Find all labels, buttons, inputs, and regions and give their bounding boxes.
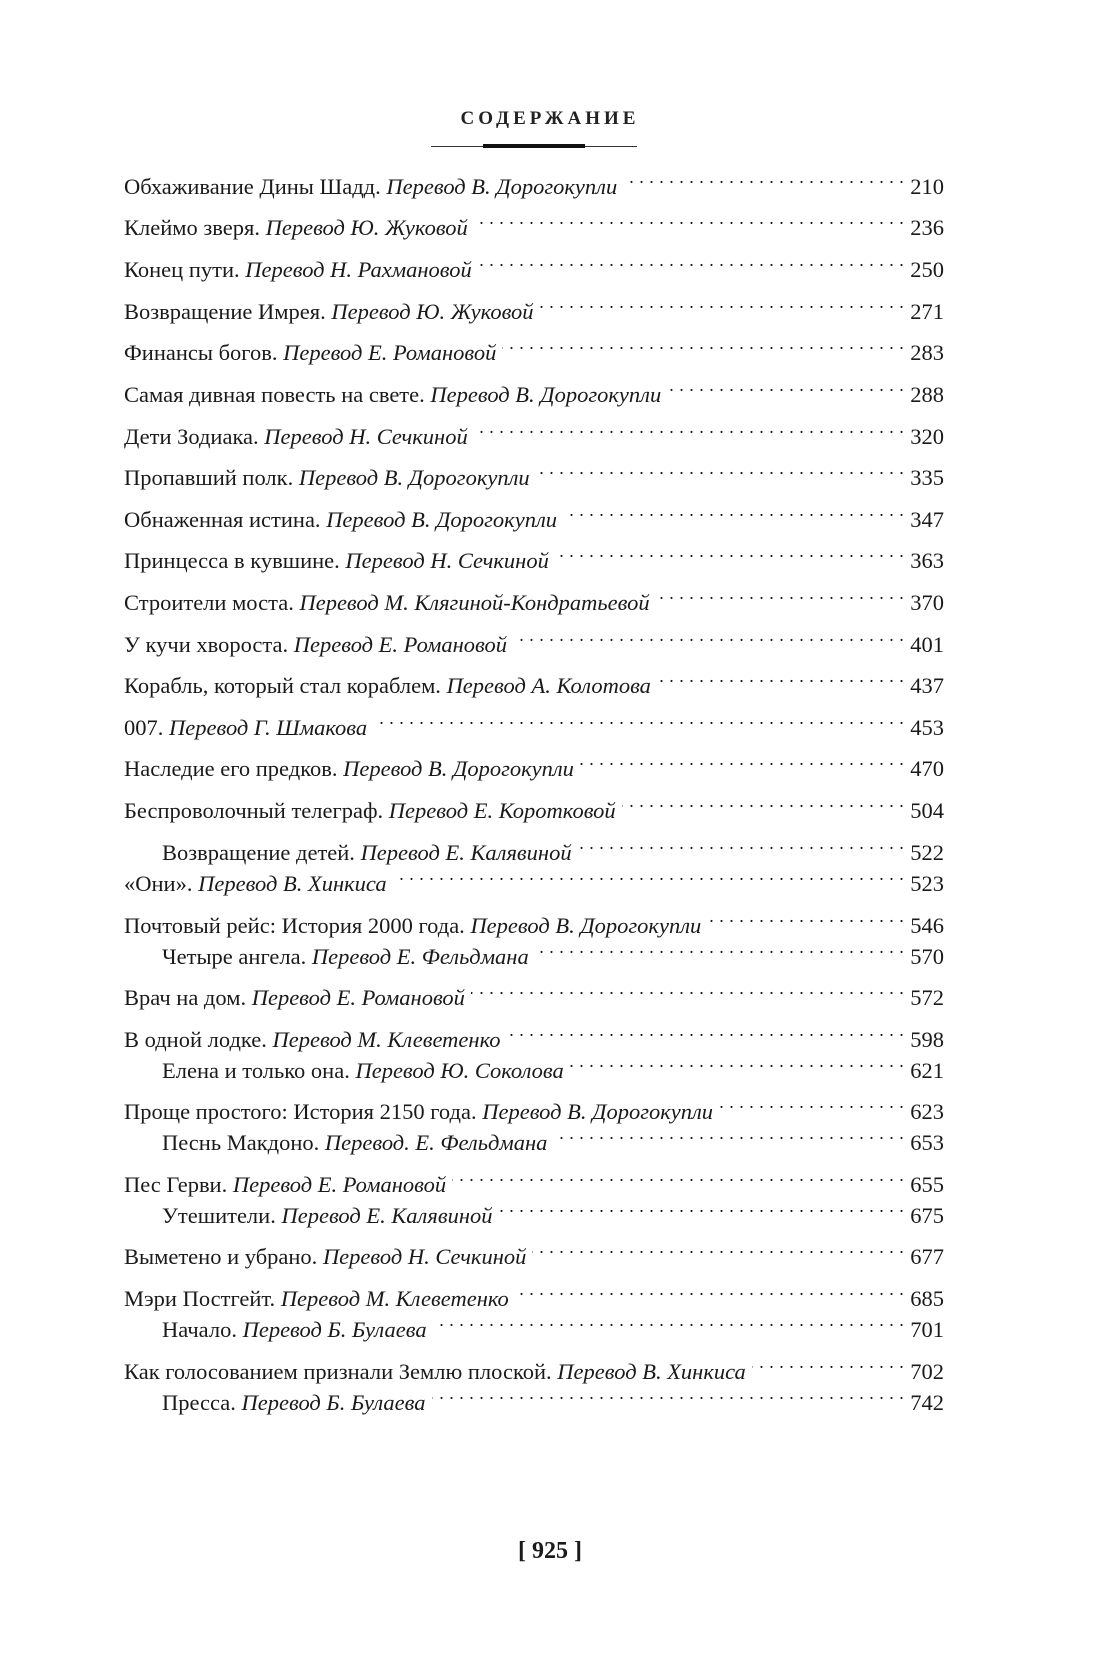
toc-entry xyxy=(124,701,944,740)
entry-title xyxy=(124,628,507,662)
entry-page-number: 210 xyxy=(910,174,944,199)
entry-translator: Перевод Е. Калявиной xyxy=(281,1203,493,1228)
toc-entry xyxy=(124,1013,944,1052)
dot-leader xyxy=(719,1085,904,1119)
entry-work-title: Почтовый рейс: История 2000 года. xyxy=(124,913,465,938)
entry-page-number: 701 xyxy=(910,1317,944,1342)
toc-entry xyxy=(162,1303,944,1342)
toc-entry xyxy=(124,201,944,240)
dot-leader xyxy=(507,1013,905,1047)
toc-entry xyxy=(124,742,944,781)
entry-page-number: 504 xyxy=(910,798,944,823)
entry-work-title: 007. xyxy=(124,715,164,740)
entry-translator: Перевод Ю. Соколова xyxy=(355,1058,564,1083)
toc-entry xyxy=(162,1376,944,1415)
entry-page-number: 271 xyxy=(910,299,944,324)
entry-work-title: Обнаженная истина. xyxy=(124,507,321,532)
entry-title xyxy=(124,211,468,245)
toc-entry xyxy=(124,576,944,615)
entry-title xyxy=(124,669,651,703)
entry-title xyxy=(124,170,617,204)
entry-page-number: 288 xyxy=(910,382,944,407)
dot-leader xyxy=(667,368,904,402)
entry-work-title: В одной лодке. xyxy=(124,1027,267,1052)
entry-translator: Перевод Г. Шмакова xyxy=(169,715,368,740)
toc-entry xyxy=(124,618,944,657)
entry-page-number: 236 xyxy=(910,215,944,240)
entry-page-number: 370 xyxy=(910,590,944,615)
entry-title xyxy=(124,253,472,287)
dot-leader xyxy=(393,857,905,891)
dot-leader xyxy=(553,1116,904,1150)
dot-leader xyxy=(622,784,905,818)
entry-translator: Перевод М. Клеветенко xyxy=(280,1286,509,1311)
entry-translator: Перевод В. Дорогокупли xyxy=(386,174,618,199)
entry-translator: Перевод А. Колотова xyxy=(446,673,651,698)
entry-page-number: 320 xyxy=(910,424,944,449)
entry-work-title: Наследие его предков. xyxy=(124,756,338,781)
entry-translator: Перевод Б. Булаева xyxy=(241,1390,426,1415)
page-title: СОДЕРЖАНИЕ xyxy=(460,108,640,129)
dot-leader xyxy=(471,971,904,1005)
entry-page-number: 572 xyxy=(910,985,944,1010)
entry-title xyxy=(162,940,529,974)
toc-entry xyxy=(124,1230,944,1269)
toc-entry xyxy=(162,930,944,969)
entry-translator: Перевод М. Клеветенко xyxy=(272,1027,501,1052)
entry-work-title: Елена и только она. xyxy=(162,1058,350,1083)
entry-translator: Перевод В. Дорогокупли xyxy=(298,465,530,490)
entry-translator: Перевод Е. Калявиной xyxy=(360,840,572,865)
toc-entry xyxy=(162,826,944,865)
entry-translator: Перевод Ю. Жуковой xyxy=(331,299,534,324)
entry-translator: Перевод М. Клягиной-Кондратьевой xyxy=(299,590,650,615)
entry-translator: Перевод В. Дорогокупли xyxy=(326,507,557,532)
toc-entry xyxy=(124,1345,944,1384)
dot-leader xyxy=(502,326,904,360)
dot-leader xyxy=(513,618,904,652)
entry-page-number: 470 xyxy=(910,756,944,781)
toc-entry xyxy=(124,784,944,823)
dot-leader xyxy=(656,576,905,610)
dot-leader xyxy=(515,1272,904,1306)
entry-translator: Перевод. Е. Фельдмана xyxy=(324,1130,548,1155)
entry-work-title: Строители моста. xyxy=(124,590,294,615)
entry-title xyxy=(124,586,650,620)
toc-entry xyxy=(124,285,944,324)
toc-entry xyxy=(124,410,944,449)
entry-work-title: «Они». xyxy=(124,871,193,896)
entry-title xyxy=(124,336,496,370)
page-header xyxy=(0,108,1100,130)
entry-title xyxy=(162,1386,426,1420)
toc-entry xyxy=(162,1044,944,1083)
entry-work-title: Финансы богов. xyxy=(124,340,278,365)
toc-entry xyxy=(124,160,944,199)
entry-work-title: Пропавший полк. xyxy=(124,465,294,490)
entry-translator: Перевод Н. Рахмановой xyxy=(245,257,472,282)
entry-page-number: 570 xyxy=(910,944,944,969)
entry-translator: Перевод Е. Фельдмана xyxy=(311,944,529,969)
entry-page-number: 685 xyxy=(910,1286,944,1311)
dot-leader xyxy=(555,534,904,568)
entry-translator: Перевод В. Хинкиса xyxy=(198,871,387,896)
entry-title xyxy=(124,981,465,1015)
entry-page-number: 742 xyxy=(910,1390,944,1415)
entry-title xyxy=(124,867,387,901)
entry-translator: Перевод Е. Романовой xyxy=(283,340,497,365)
entry-work-title: Клеймо зверя. xyxy=(124,215,260,240)
entry-page-number: 250 xyxy=(910,257,944,282)
page-number: [ 925 ] xyxy=(518,1538,582,1564)
entry-work-title: Дети Зодиака. xyxy=(124,424,259,449)
dot-leader xyxy=(707,899,904,933)
dot-leader xyxy=(578,826,905,860)
toc-entry xyxy=(124,451,944,490)
entry-page-number: 675 xyxy=(910,1203,944,1228)
entry-work-title: Проще простого: История 2150 года. xyxy=(124,1099,477,1124)
entry-page-number: 401 xyxy=(910,632,944,657)
toc-entry xyxy=(124,857,944,896)
entry-title xyxy=(162,1313,427,1347)
entry-title xyxy=(124,1240,526,1274)
entry-page-number: 621 xyxy=(910,1058,944,1083)
entry-work-title: Корабль, который стал кораблем. xyxy=(124,673,441,698)
entry-work-title: Конец пути. xyxy=(124,257,240,282)
entry-translator: Перевод Е. Романовой xyxy=(293,632,507,657)
entry-page-number: 702 xyxy=(910,1359,944,1384)
toc-entry xyxy=(124,971,944,1010)
dot-leader xyxy=(540,285,905,319)
toc-entry xyxy=(124,1272,944,1311)
toc-entry xyxy=(162,1116,944,1155)
entry-work-title: Четыре ангела. xyxy=(162,944,307,969)
entry-translator: Перевод В. Хинкиса xyxy=(557,1359,746,1384)
dot-leader xyxy=(752,1345,904,1379)
dot-leader xyxy=(478,243,904,277)
entry-translator: Перевод Е. Романовой xyxy=(251,985,465,1010)
toc-entry xyxy=(124,899,944,938)
header-rule-accent xyxy=(483,144,585,148)
entry-title xyxy=(124,295,534,329)
entry-work-title: Утешители. xyxy=(162,1203,276,1228)
entry-page-number: 623 xyxy=(910,1099,944,1124)
entry-page-number: 598 xyxy=(910,1027,944,1052)
toc-entry xyxy=(124,493,944,532)
toc-entry xyxy=(124,326,944,365)
entry-translator: Перевод Е. Романовой xyxy=(232,1172,447,1197)
entry-work-title: Начало. xyxy=(162,1317,237,1342)
entry-work-title: Обхаживание Дины Шадд. xyxy=(124,174,381,199)
toc-entry xyxy=(124,659,944,698)
entry-work-title: Пес Герви. xyxy=(124,1172,228,1197)
entry-title xyxy=(162,1054,564,1088)
toc-entry xyxy=(124,243,944,282)
entry-translator: Перевод Н. Сечкиной xyxy=(345,548,549,573)
toc-entry xyxy=(124,534,944,573)
entry-work-title: Возвращение Имрея. xyxy=(124,299,326,324)
entry-page-number: 653 xyxy=(910,1130,944,1155)
dot-leader xyxy=(499,1189,905,1223)
entry-translator: Перевод Н. Сечкиной xyxy=(322,1244,527,1269)
entry-page-number: 283 xyxy=(910,340,944,365)
entry-title xyxy=(162,1199,493,1233)
entry-title xyxy=(124,378,661,412)
toc-entry xyxy=(124,368,944,407)
dot-leader xyxy=(570,1044,904,1078)
dot-leader xyxy=(657,659,904,693)
dot-leader xyxy=(623,160,904,194)
entry-translator: Перевод В. Дорогокупли xyxy=(430,382,662,407)
entry-page-number: 522 xyxy=(910,840,944,865)
dot-leader xyxy=(532,1230,904,1264)
entry-translator: Перевод Б. Булаева xyxy=(242,1317,427,1342)
entry-work-title: Самая дивная повесть на свете. xyxy=(124,382,425,407)
dot-leader xyxy=(563,493,904,527)
dot-leader xyxy=(536,451,905,485)
entry-title xyxy=(124,503,557,537)
dot-leader xyxy=(452,1158,904,1192)
entry-title xyxy=(124,544,549,578)
entry-translator: Перевод Ю. Жуковой xyxy=(265,215,468,240)
entry-page-number: 335 xyxy=(910,465,944,490)
entry-translator: Перевод В. Дорогокупли xyxy=(482,1099,714,1124)
entry-page-number: 655 xyxy=(910,1172,944,1197)
entry-work-title: Беспроволочный телеграф. xyxy=(124,798,384,823)
entry-title xyxy=(124,420,468,454)
entry-page-number: 677 xyxy=(910,1244,944,1269)
dot-leader xyxy=(474,201,904,235)
entry-title xyxy=(124,752,574,786)
entry-work-title: Песнь Макдоно. xyxy=(162,1130,320,1155)
dot-leader xyxy=(474,410,905,444)
entry-work-title: Возвращение детей. xyxy=(162,840,355,865)
entry-work-title: Принцесса в кувшине. xyxy=(124,548,340,573)
entry-translator: Перевод В. Дорогокупли xyxy=(343,756,574,781)
entry-title xyxy=(162,1126,547,1160)
entry-page-number: 363 xyxy=(910,548,944,573)
entry-page-number: 437 xyxy=(910,673,944,698)
dot-leader xyxy=(535,930,905,964)
toc-entry xyxy=(124,1158,944,1197)
entry-page-number: 347 xyxy=(910,507,944,532)
entry-page-number: 523 xyxy=(910,871,944,896)
entry-page-number: 546 xyxy=(910,913,944,938)
entry-work-title: У кучи хвороста. xyxy=(124,632,289,657)
entry-work-title: Выметено и убрано. xyxy=(124,1244,318,1269)
toc-entry xyxy=(162,1189,944,1228)
dot-leader xyxy=(580,742,904,776)
entry-translator: Перевод В. Дорогокупли xyxy=(470,913,702,938)
entry-translator: Перевод Н. Сечкиной xyxy=(264,424,468,449)
dot-leader xyxy=(373,701,904,735)
entry-title xyxy=(124,794,616,828)
entry-work-title: Мэри Постгейт. xyxy=(124,1286,276,1311)
toc-entry xyxy=(124,1085,944,1124)
entry-title xyxy=(124,461,530,495)
entry-work-title: Как голосованием признали Землю плоской. xyxy=(124,1359,552,1384)
dot-leader xyxy=(433,1303,905,1337)
entry-translator: Перевод Е. Коротковой xyxy=(388,798,616,823)
entry-page-number: 453 xyxy=(910,715,944,740)
entry-work-title: Пресса. xyxy=(162,1390,236,1415)
dot-leader xyxy=(432,1376,905,1410)
entry-work-title: Врач на дом. xyxy=(124,985,247,1010)
entry-title xyxy=(124,711,367,745)
